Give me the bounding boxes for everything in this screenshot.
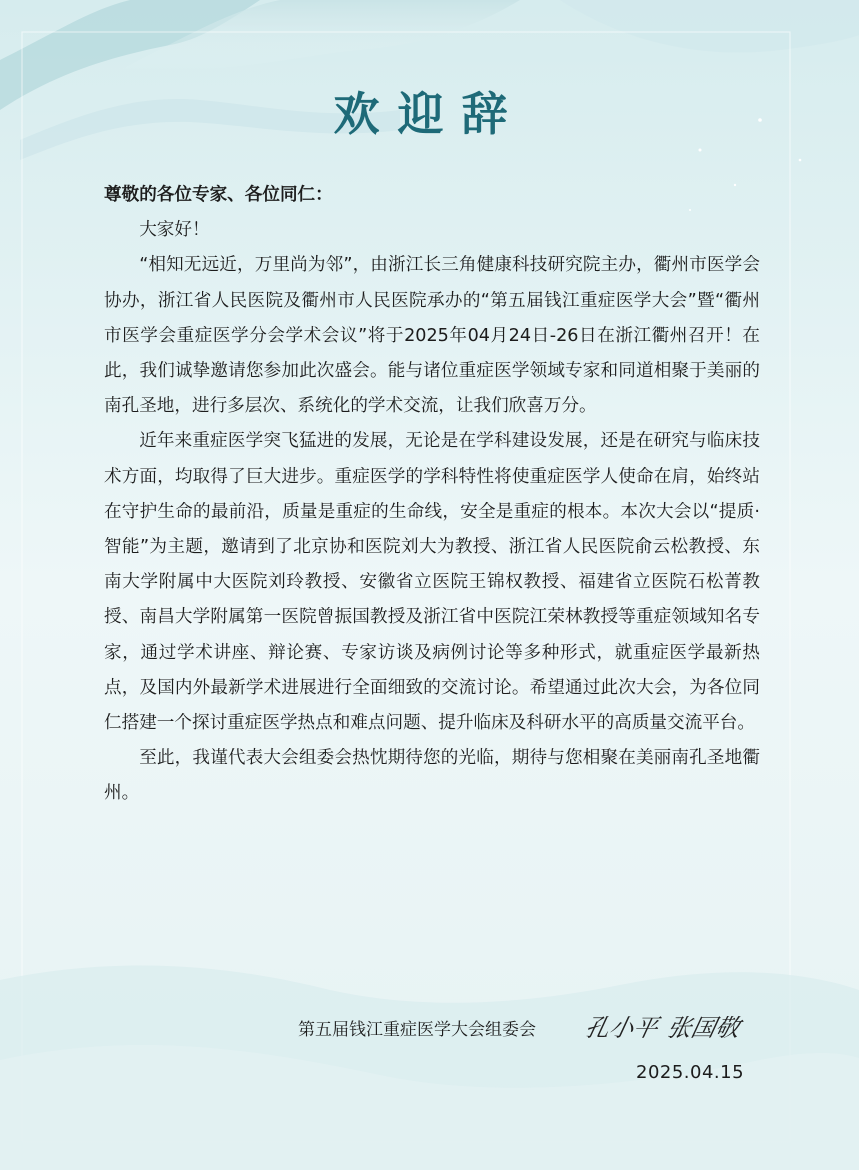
greeting-paragraph: 大家好！ xyxy=(139,220,210,241)
signature-date: 2025.04.15 xyxy=(636,1062,745,1083)
salutation: 尊敬的各位专家、各位同仁： xyxy=(104,185,333,205)
development-paragraph: 近年来重症医学突飞猛进的发展，无论是在学科建设发展，还是在研究与临床技术方面，均取得了巨大进步。重症医学的学科特性将使重症医学人使命在肩，始终站在守护生命的最前沿，质量是重症的生命线，安全是重症的根本。本次大会以“提质·智能”为主题，邀请到了北京协和医院刘大为教授、浙江省人民医院俞云松教授、东南大学附属中大医院刘玲教授、安徽省立医院王锦权教授、福建省立医院石松菁教授、南昌大学附属第一医院曾振国教授及浙江省中医院江荣林教授等重症领域知名专家，通过学术讲座、辩论赛、专家访谈及病例讨论等多种形式，就重症医学最新热点，及国内外最新学术进展进行全面细致的交流讨论。希望通过此次大会，为各位同仁搭建一个探讨重症医学热点和难点问题、提升临床及科研水平的高质量交流平台。 xyxy=(104,431,760,734)
signature-organization: 第五届钱江重症医学大会组委会 xyxy=(298,1020,536,1040)
letter-body xyxy=(104,178,760,812)
handwritten-signature-icon: 张国敬 xyxy=(664,1014,743,1042)
handwritten-signature-icon: 孔小平 xyxy=(582,1014,661,1042)
page-title: 欢迎辞 xyxy=(333,87,526,141)
closing-paragraph: 至此，我谨代表大会组委会热忱期待您的光临，期待与您相聚在美丽南孔圣地衢州。 xyxy=(104,748,760,804)
intro-paragraph: “相知无远近，万里尚为邻”，由浙江长三角健康科技研究院主办，衢州市医学会协办，浙江省人民医院及衢州市人民医院承办的“第五届钱江重症医学大会”暨“衢州市医学会重症医学分会学术会议”将于2025年04月24日-26日在浙江衢州召开！在此，我们诚挚邀请您参加此次盛会。能与诸位重症医学领域专家和同道相聚于美丽的南孔圣地，进行多层次、系统化的学术交流，让我们欣喜万分。 xyxy=(104,255,760,417)
